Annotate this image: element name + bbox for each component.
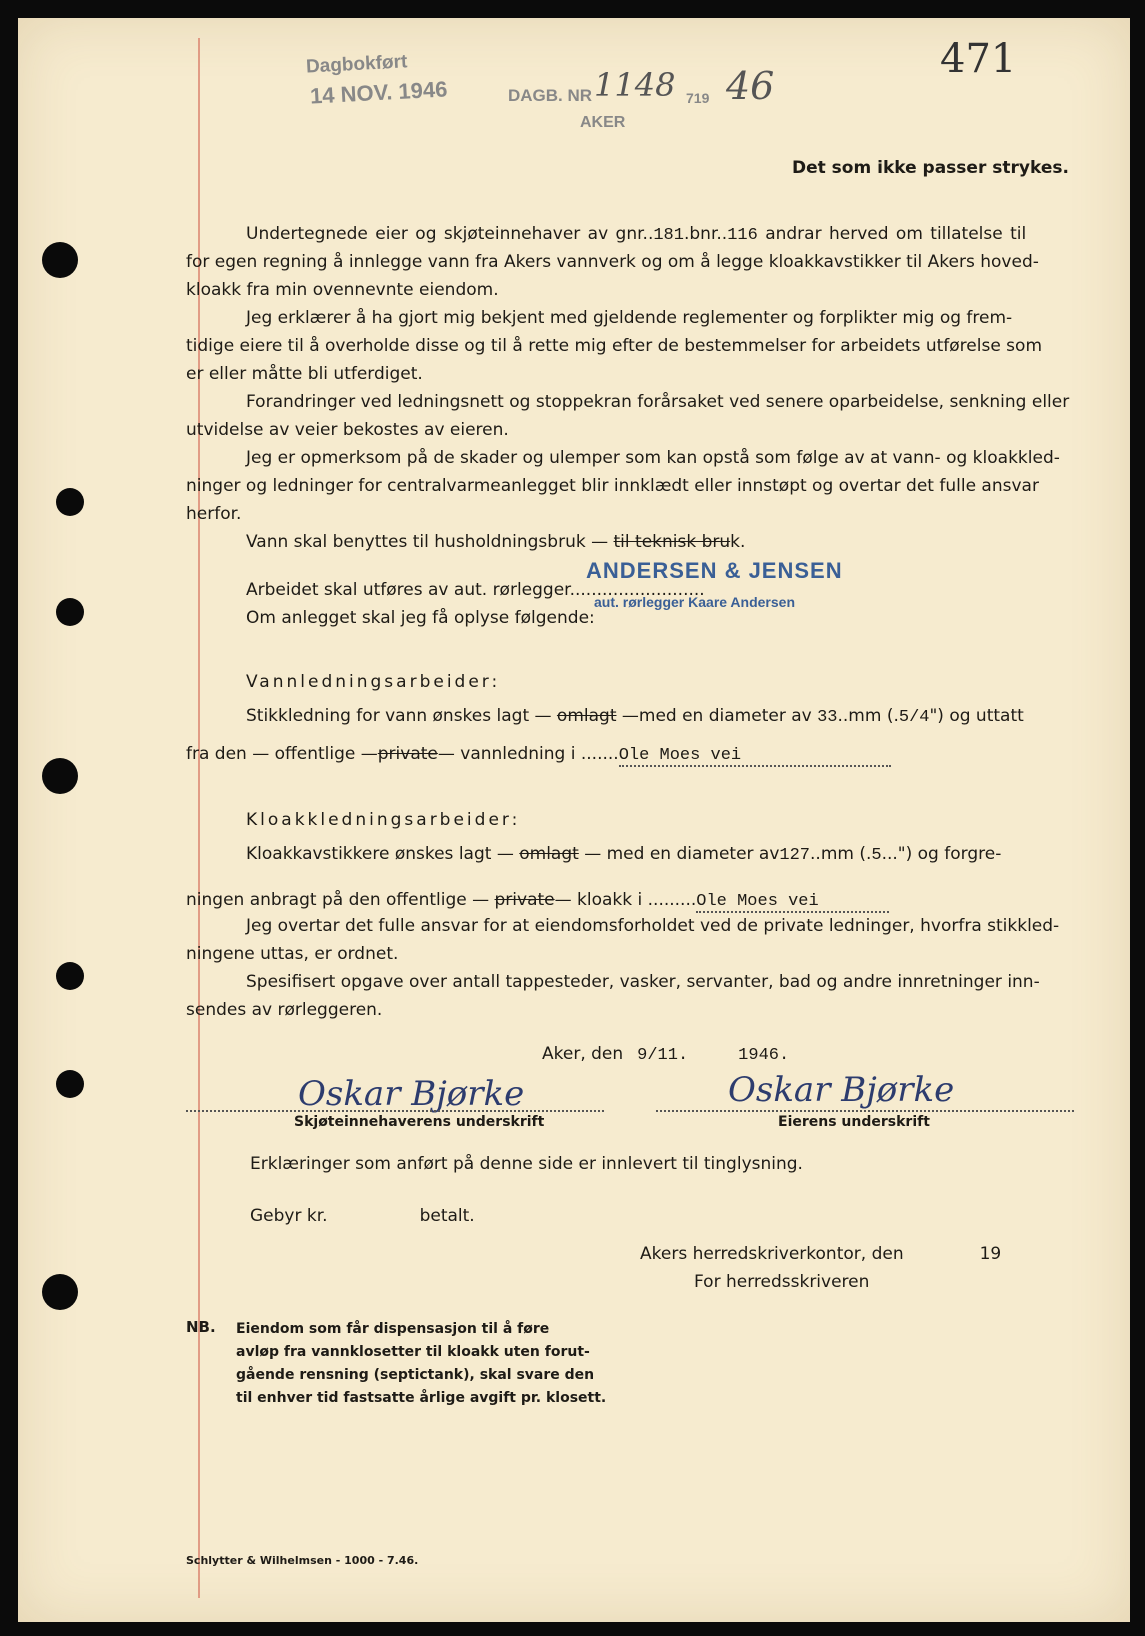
printer-footer: Schlytter & Wilhelmsen - 1000 - 7.46. (186, 1554, 419, 1567)
signature-owner: Oskar Bjørke (728, 1070, 955, 1110)
page-number: 471 (940, 36, 1017, 82)
nb-label: NB. (186, 1318, 216, 1336)
para-line (246, 224, 1026, 245)
water-diameter-inch: 5/4 (898, 708, 930, 727)
body-line: Spesifisert opgave over antall tappesteder, vasker, servanter, bad og andre innretninger inn- (246, 972, 1040, 992)
signature-line (186, 1110, 604, 1112)
binder-hole (56, 1070, 84, 1098)
body-line: Forandringer ved ledningsnett og stoppekran forårsaket ved senere oparbeidelse, senkning eller (246, 392, 1070, 412)
body-line: utvidelse av veier bekostes av eieren. (186, 420, 509, 440)
body-line: ninger og ledninger for centralvarmeanlegget blir innklædt eller innstøpt og overtar det fulle ansvar (186, 476, 1039, 496)
sewer-section-title: Kloakkledningsarbeider: (246, 810, 521, 830)
sewer-line-1: Kloakkavstikkere ønskes lagt — omlagt — med en diameter av127..mm (.5...") og forgre- (246, 844, 1002, 865)
plumber-stamp-name: aut. rørlegger Kaare Andersen (594, 594, 795, 610)
binder-hole (42, 1274, 78, 1310)
body-line: kloakk fra min ovennevnte eiendom. (186, 280, 499, 300)
fee-line: Gebyr kr. betalt. (250, 1206, 475, 1226)
body-line: sendes av rørleggeren. (186, 1000, 383, 1020)
water-diameter-mm: 33 (817, 708, 838, 727)
water-line-1: Stikkledning for vann ønskes lagt — omlagt —med en diameter av 33..mm (.5/4") og uttatt (246, 706, 1024, 727)
binder-hole (56, 488, 84, 516)
nb-text: Eiendom som får dispensasjon til å føre avløp fra vannklosetter til kloakk uten forut- gående rensning (septictank), skal svare den til enhver tid fastsatte årlige avgift pr. klosett. (236, 1321, 607, 1406)
sewer-line-2: ningen anbragt på den offentlige — private— kloakk i .........Ole Moes vei (186, 890, 889, 911)
registrar-line: For herredsskriveren (694, 1272, 870, 1292)
water-section-title: Vannledningsarbeider: (246, 672, 501, 692)
intro-text: Undertegnede eier og skjøteinnehaver av gnr.. (246, 224, 654, 244)
body-line: Jeg erklærer å ha gjort mig bekjent med gjeldende reglementer og forplikter mig og frem- (246, 308, 1013, 328)
dagbok-stamp-label: Dagbokført (305, 51, 408, 78)
body-line: for egen regning å innlegge vann fra Akers vannverk og om å legge kloakkavstikker til Akers hoved- (186, 252, 1039, 272)
office-line: Akers herredskriverkontor, den 19 (640, 1244, 1002, 1264)
deed-holder-caption: Skjøteinnehaverens underskrift (294, 1114, 545, 1130)
intro-text: andrar herved om tillatelse til (757, 224, 1027, 244)
place-date-line: Aker, den 9/11. 1946. (542, 1044, 790, 1065)
body-line: tidige eiere til å overholde disse og til å rette mig efter de bestemmelser for arbeidets utførelse som (186, 336, 1043, 356)
sewer-diameter-mm: 127 (779, 846, 811, 865)
inform-label: Om anlegget skal jeg få oplyse følgende: (246, 608, 595, 628)
plumber-stamp-firm: ANDERSEN & JENSEN (586, 558, 843, 583)
aker-stamp: AKER (580, 114, 626, 131)
owner-caption: Eierens underskrift (778, 1114, 930, 1130)
binder-hole (42, 758, 78, 794)
body-line: Jeg er opmerksom på de skader og ulemper som kan opstå som følge av at vann- og kloakkled- (246, 448, 1060, 468)
sewer-diameter-inch: 5 (871, 846, 882, 865)
binder-hole (42, 242, 78, 278)
signature-deed-holder: Oskar Bjørke (298, 1074, 525, 1114)
sign-year: 1946. (738, 1046, 790, 1065)
bnr-label: .bnr.. (683, 224, 728, 244)
body-line: Jeg overtar det fulle ansvar for at eiendomsforholdet ved de private ledninger, hvorfra stikkled- (246, 916, 1060, 936)
binder-hole (56, 598, 84, 626)
plumber-label: Arbeidet skal utføres av aut. rørlegger......................... (246, 580, 705, 600)
binder-hole (56, 962, 84, 990)
sign-date: 9/11. (637, 1046, 689, 1065)
body-line: ningene uttas, er ordnet. (186, 944, 399, 964)
dagb-nr-value: 1148 (594, 66, 676, 104)
dagb-nr-label: DAGB. NR (508, 86, 593, 105)
sewer-street: Ole Moes vei (696, 892, 888, 913)
body-line: er eller måtte bli utferdiget. (186, 364, 423, 384)
document-page (18, 18, 1130, 1622)
gnr-value: 181 (653, 226, 684, 245)
dagb-nr-mid: 719 (686, 90, 710, 106)
body-line: herfor. (186, 504, 242, 524)
registration-text: Erklæringer som anført på denne side er innlevert til tinglysning. (250, 1154, 803, 1174)
bnr-value: 116 (727, 226, 758, 245)
water-line-2: fra den — offentlige —private— vannledning i .......Ole Moes vei (186, 744, 891, 765)
margin-rule (198, 38, 200, 1598)
signature-line (656, 1110, 1074, 1112)
water-use-line: Vann skal benyttes til husholdningsbruk — til teknisk bruk. (246, 532, 746, 552)
dagbok-stamp-date: 14 NOV. 1946 (309, 76, 448, 109)
dagb-year: 46 (726, 64, 775, 108)
water-street: Ole Moes vei (619, 746, 891, 767)
instruction-note: Det som ikke passer strykes. (792, 158, 1069, 178)
